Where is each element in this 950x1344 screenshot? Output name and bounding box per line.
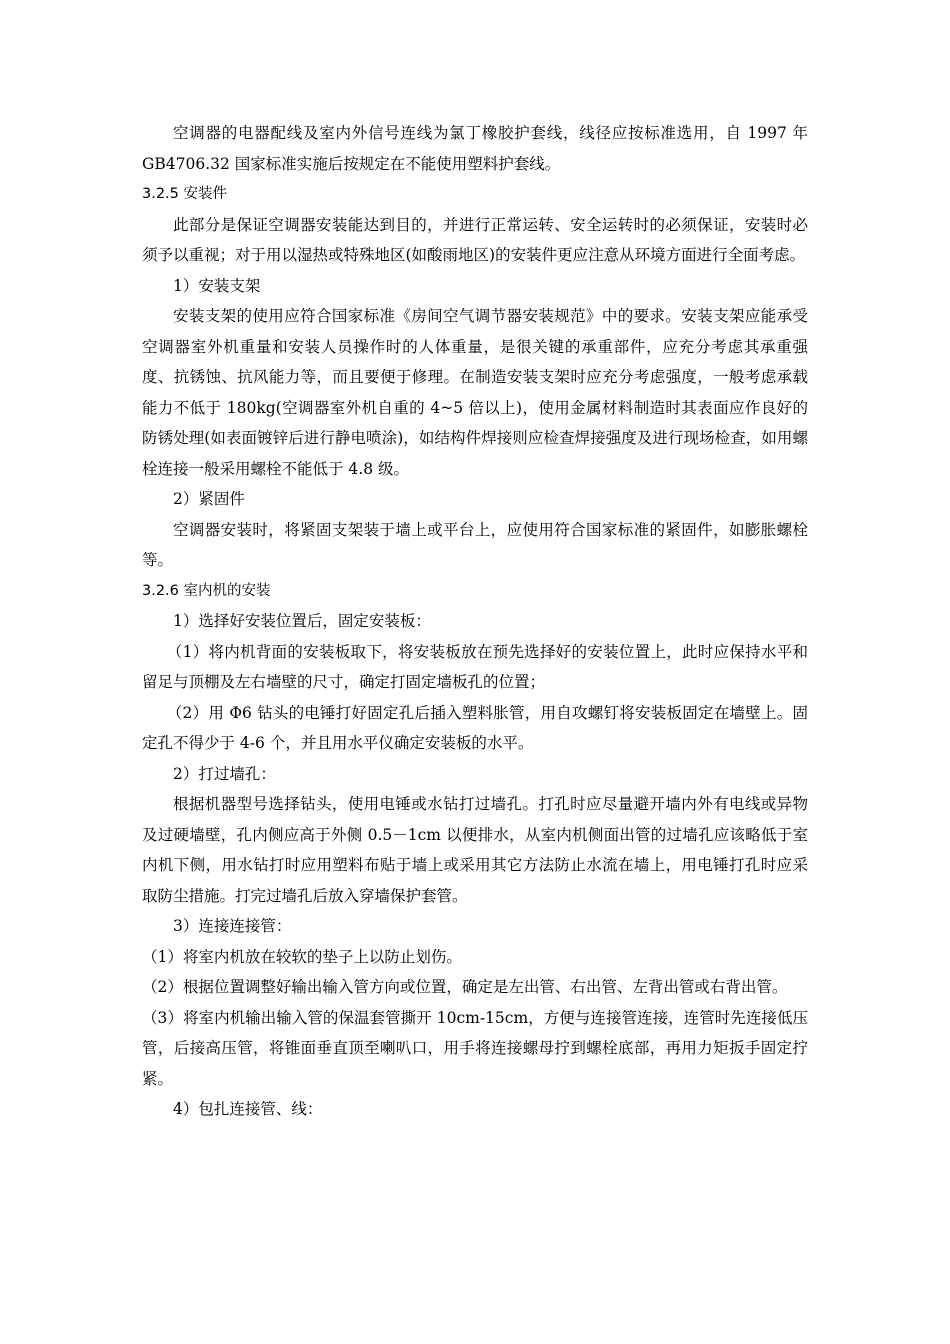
paragraph-wiring: 空调器的电器配线及室内外信号连线为氯丁橡胶护套线，线径应按标准选用，自 1997 年 GB4706.32 国家标准实施后按规定在不能使用塑料护套线。 <box>142 124 808 173</box>
step-connect-pipes-b: （2）根据位置调整好输出输入管方向或位置，确定是左出管、右出管、左背出管或右背出管。 <box>142 978 788 996</box>
paragraph-fasteners: 空调器安装时，将紧固支架装于墙上或平台上，应使用符合国家标准的紧固件，如膨胀螺栓等。 <box>142 520 808 569</box>
paragraph-installation-parts: 此部分是保证空调器安装能达到目的，并进行正常运转、安全运转时的必须保证，安装时必须予以重视；对于用以湿热或特殊地区(如酸雨地区)的安装件更应注意从环境方面进行全面考虑。 <box>142 215 808 264</box>
paragraph-wall-hole: 根据机器型号选择钻头，使用电锤或水钻打过墙孔。打孔时应尽量避开墙内外有电线或异物及过硬墙壁，孔内侧应高于外侧 0.5－1cm 以便排水，从室内机侧面出管的过墙孔应该略低于室内机下侧，用水钻打时应用塑料布贴于墙上或采用其它方法防止水流在墙上，用电锤打孔时应采取防尘措施。打完过墙孔后放入穿墙保护套管。 <box>142 795 808 905</box>
step-connect-pipes-c: （3）将室内机输出输入管的保温套管撕开 10cm-15cm，方便与连接管连接，连管时先连接低压管，后接高压管，将锥面垂直顶至喇叭口，用手将连接螺母拧到螺栓底部，再用力矩扳手固定拧紧。 <box>142 1008 808 1088</box>
step-title-mounting-plate: 1）选择好安装位置后，固定安装板： <box>173 612 431 630</box>
step-mounting-plate-a: （1）将内机背面的安装板取下，将安装板放在预先选择好的安装位置上，此时应保持水平和留足与顶棚及左右墙壁的尺寸，确定打固定墙板孔的位置； <box>142 642 808 691</box>
document-page <box>142 118 808 1125</box>
step-title-wall-hole: 2）打过墙孔： <box>173 764 276 783</box>
item-title-bracket: 1）安装支架 <box>173 276 261 295</box>
section-heading-3-2-5: 3.2.5 安装件 <box>142 186 228 202</box>
step-title-connect-pipes: 3）连接连接管： <box>173 917 292 935</box>
step-mounting-plate-b: （2）用 Φ6 钻头的电锤打好固定孔后插入塑料胀管，用自攻螺钉将安装板固定在墙壁上。固定孔不得少于 4-6 个，并且用水平仪确定安装板的水平。 <box>142 703 808 752</box>
section-heading-3-2-6: 3.2.6 室内机的安装 <box>142 582 271 599</box>
item-title-fasteners: 2）紧固件 <box>173 490 245 508</box>
paragraph-bracket: 安装支架的使用应符合国家标准《房间空气调节器安装规范》中的要求。安装支架应能承受空调器室外机重量和安装人员操作时的人体重量，是很关键的承重部件，应充分考虑其承重强度、抗锈蚀、抗风能力等，而且要便于修理。在制造安装支架时应充分考虑强度，一般考虑承载能力不低于 180kg(空调器室外机自重的 4~5 倍以上)，使用金属材料制造时其表面应作良好的防锈处理(如表面镀锌后进行静电喷涂)，如结构件焊接则应检查焊接强度及进行现场检查，如用螺栓连接一般采用螺栓不能低于 4.8 级。 <box>142 307 808 478</box>
step-title-wrap-pipes: 4）包扎连接管、线： <box>173 1100 323 1118</box>
step-connect-pipes-a: （1）将室内机放在较软的垫子上以防止划伤。 <box>142 947 462 966</box>
